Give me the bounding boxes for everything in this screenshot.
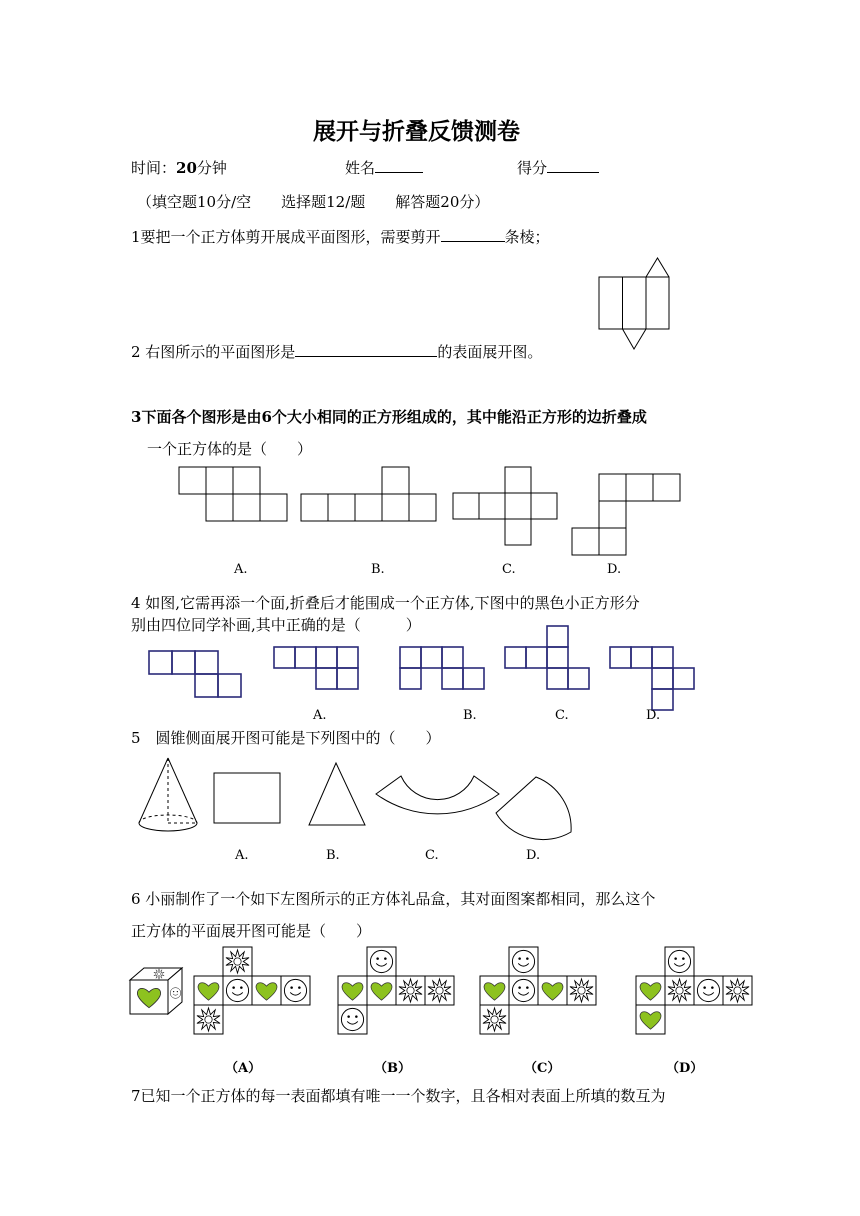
- question-4-line-1: 4 如图,它需再添一个面,折叠后才能围成一个正方体,下图中的黑色小正方形分: [131, 594, 640, 612]
- q5-option-c-annular-sector: [373, 770, 503, 830]
- smiley-icon: [170, 988, 181, 999]
- q6-net-a: [193, 946, 313, 1036]
- smiley-icon: [512, 979, 534, 1001]
- question-2: [131, 341, 542, 362]
- q6-option-b[interactable]: （B）: [374, 1061, 411, 1076]
- q4-base-figure: [148, 650, 244, 700]
- smiley-icon: [697, 979, 719, 1001]
- heart-icon: [342, 983, 363, 1000]
- question-6-line-2: 正方体的平面展开图可能是（ ）: [131, 922, 372, 940]
- smiley-icon: [370, 950, 392, 972]
- q6-net-c: [479, 946, 599, 1036]
- time-label: 时间：: [131, 159, 177, 177]
- page-title: 展开与折叠反馈测卷: [313, 118, 520, 145]
- q3-option-a[interactable]: A.: [234, 562, 248, 577]
- q3-net-c: [451, 466, 563, 550]
- question-3-text-b: 个大小相同的正方形组成的，其中能沿正方形的边折叠成: [271, 408, 647, 426]
- q5-option-d[interactable]: D.: [526, 848, 541, 863]
- question-1: [131, 226, 550, 247]
- q3-net-d: [571, 473, 683, 557]
- smiley-icon: [512, 950, 534, 972]
- q3-net-a: [178, 466, 288, 523]
- sun-icon: [668, 979, 691, 1002]
- score-field: [517, 157, 599, 178]
- q4-option-c[interactable]: C.: [555, 708, 569, 723]
- q4-option-a[interactable]: A.: [313, 708, 327, 723]
- question-6-line-1: 6 小丽制作了一个如下左图所示的正方体礼品盒，其对面图案都相同，那么这个: [131, 890, 656, 908]
- smiley-icon: [341, 1008, 363, 1030]
- q5-option-b[interactable]: B.: [326, 848, 340, 863]
- sun-icon: [226, 950, 249, 973]
- sun-icon: [197, 1008, 220, 1031]
- question-1-blank[interactable]: [441, 227, 505, 242]
- q5-option-a[interactable]: A.: [235, 848, 249, 863]
- score-label: 得分: [517, 159, 548, 177]
- heart-icon: [371, 983, 392, 1000]
- question-2-text: 2 右图所示的平面图形是: [131, 343, 296, 361]
- question-3-number: 3: [131, 408, 142, 426]
- question-3-count: 6: [261, 408, 272, 426]
- name-blank[interactable]: [375, 158, 423, 173]
- q3-option-c[interactable]: C.: [502, 562, 516, 577]
- heart-icon: [256, 983, 277, 1000]
- q3-option-b[interactable]: B.: [371, 562, 385, 577]
- heart-icon: [542, 983, 563, 1000]
- sun-icon: [428, 979, 451, 1002]
- scoring-note: （填空题10分/空 选择题12/题 解答题20分）: [137, 193, 490, 211]
- cone-figure: [135, 755, 205, 837]
- heart-icon: [198, 983, 219, 1000]
- q3-option-d[interactable]: D.: [607, 562, 622, 577]
- question-3-line-1: [131, 406, 647, 427]
- score-blank[interactable]: [547, 158, 599, 173]
- q4-option-b[interactable]: B.: [463, 708, 477, 723]
- q6-option-d[interactable]: （D）: [666, 1061, 704, 1076]
- q5-option-c[interactable]: C.: [425, 848, 439, 863]
- q4-figure-a: [273, 646, 363, 694]
- time-unit: 分钟: [196, 159, 227, 177]
- smiley-icon: [284, 979, 306, 1001]
- q4-figure-b: [399, 646, 489, 694]
- sun-icon: [570, 979, 593, 1002]
- prism-net-figure: [596, 255, 676, 355]
- smiley-icon: [226, 979, 248, 1001]
- sun-icon: [726, 979, 749, 1002]
- heart-icon: [640, 1012, 661, 1029]
- question-2-blank[interactable]: [295, 342, 437, 357]
- question-5: 5 圆锥侧面展开图可能是下列图中的（ ）: [131, 729, 441, 747]
- question-7: 7已知一个正方体的每一表面都填有唯一一个数字，且各相对表面上所填的数互为: [131, 1087, 666, 1105]
- time-value: 20: [176, 159, 197, 177]
- q5-option-a-rectangle: [213, 772, 283, 826]
- time-field: [131, 157, 227, 178]
- q4-figure-c: [504, 625, 594, 693]
- q6-net-d: [635, 946, 755, 1036]
- q4-figure-d: [609, 646, 699, 714]
- q6-option-c[interactable]: （C）: [524, 1061, 561, 1076]
- q6-net-b: [337, 946, 457, 1036]
- question-3-line-2: 一个正方体的是（ ）: [147, 440, 313, 458]
- name-field: [345, 157, 423, 178]
- heart-icon: [484, 983, 505, 1000]
- name-label: 姓名: [345, 159, 376, 177]
- question-4-line-2: 别由四位同学补画,其中正确的是（ ）: [131, 616, 421, 634]
- gift-box-cube: [128, 966, 186, 1018]
- question-1-text: 1要把一个正方体剪开展成平面图形，需要剪开: [131, 228, 441, 246]
- q3-net-b: [300, 466, 440, 523]
- question-2-tail: 的表面展开图。: [437, 343, 543, 361]
- smiley-icon: [668, 950, 690, 972]
- heart-icon: [640, 983, 661, 1000]
- q5-option-b-triangle: [306, 760, 368, 828]
- question-1-tail: 条棱；: [504, 228, 550, 246]
- sun-icon: [483, 1008, 506, 1031]
- sun-icon: [399, 979, 422, 1002]
- q5-option-d-sector: [491, 774, 575, 836]
- q6-option-a[interactable]: （A）: [225, 1061, 262, 1076]
- q4-option-d[interactable]: D.: [646, 708, 661, 723]
- question-3-text-a: 下面各个图形是由: [141, 408, 262, 426]
